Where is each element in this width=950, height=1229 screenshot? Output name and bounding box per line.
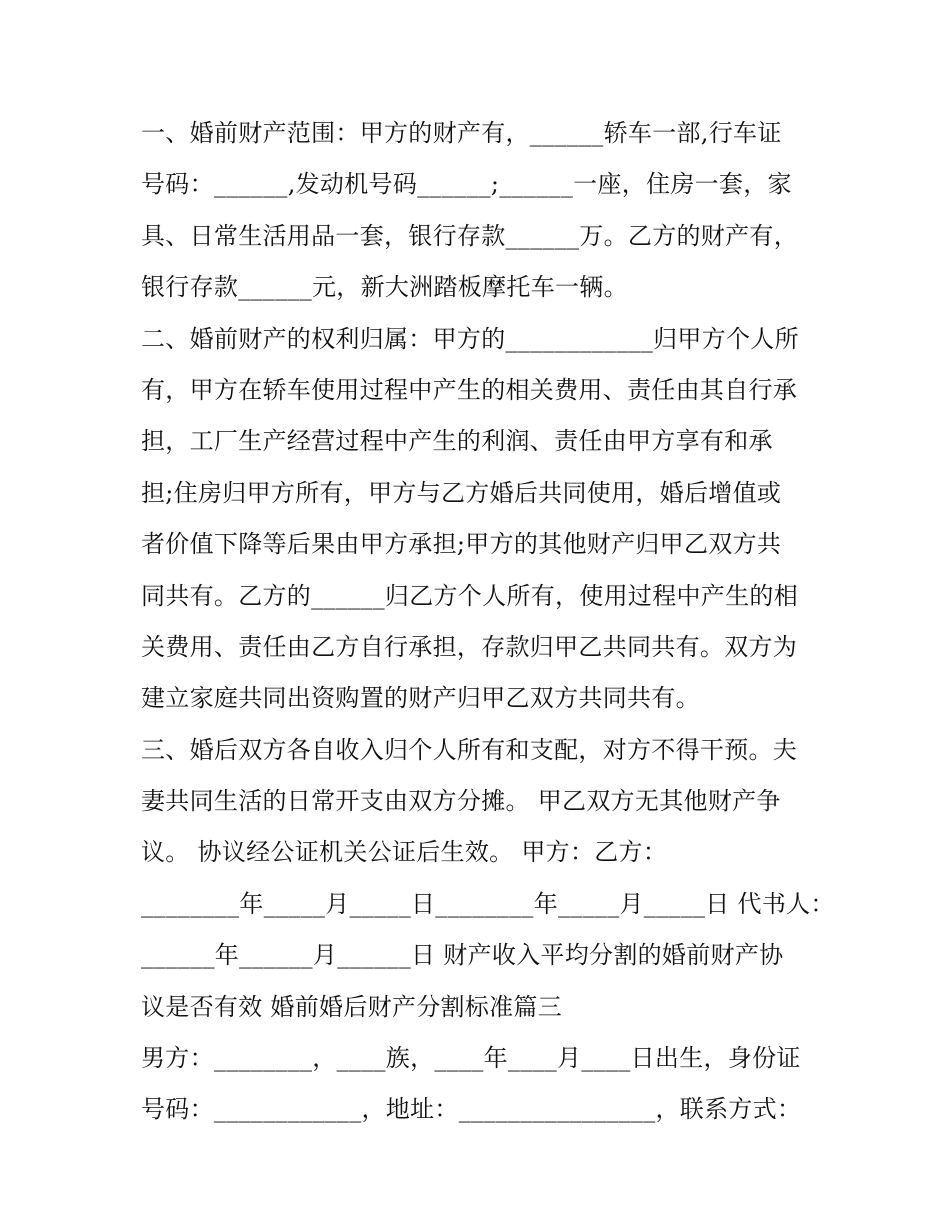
text-line-9: 者价值下降等后果由甲方承担;甲方的其他财产归甲乙双方共 (141, 530, 782, 559)
text-line-14: 妻共同生活的日常开支由双方分摊。 甲乙双方无其他财产争 (141, 787, 781, 816)
document-body (141, 108, 835, 1136)
text-line-1: 一、婚前财产范围：甲方的财产有，______轿车一部,行车证 (141, 119, 782, 147)
text-line-7: 担，工厂生产经营过程中产生的利润、责任由甲方享有和承 (141, 427, 773, 456)
text-line-3: 具、日常生活用品一套，银行存款______万。乙方的财产有， (141, 221, 798, 250)
text-line-20: 号码：____________，地址：________________，联系方式： (141, 1095, 802, 1124)
text-line-18: 议是否有效 婚前婚后财产分割标准篇三 (141, 992, 563, 1021)
text-line-8: 担;住房归甲方所有，甲方与乙方婚后共同使用，婚后增值或 (141, 478, 782, 507)
text-line-12: 建立家庭共同出资购置的财产归甲乙双方共同共有。 (141, 684, 700, 713)
text-line-17: ______年______月______日 财产收入平均分割的婚前财产协 (141, 941, 784, 970)
text-line-4: 银行存款______元，新大洲踏板摩托车一辆。 (141, 273, 628, 302)
text-line-19: 男方：________，____族，____年____月____日出生，身份证 (141, 1044, 801, 1073)
text-line-10: 同共有。乙方的______归乙方个人所有，使用过程中产生的相 (141, 581, 798, 610)
text-line-16: ________年_____月_____日________年_____月_____日 代书人： (141, 889, 835, 918)
text-line-6: 有，甲方在轿车使用过程中产生的相关费用、责任由其自行承 (141, 375, 798, 404)
text-line-2: 号码：______,发动机号码______;______一座，住房一套，家 (141, 170, 792, 199)
text-line-13: 三、婚后双方各自收入归个人所有和支配，对方不得干预。夫 (141, 735, 798, 764)
text-line-11: 关费用、责任由乙方自行承担，存款归甲乙共同共有。双方为 (141, 632, 798, 661)
text-line-15: 议。 协议经公证机关公证后生效。 甲方：乙方： (141, 838, 668, 867)
text-line-5: 二、婚前财产的权利归属：甲方的____________归甲方个人所 (141, 324, 799, 353)
